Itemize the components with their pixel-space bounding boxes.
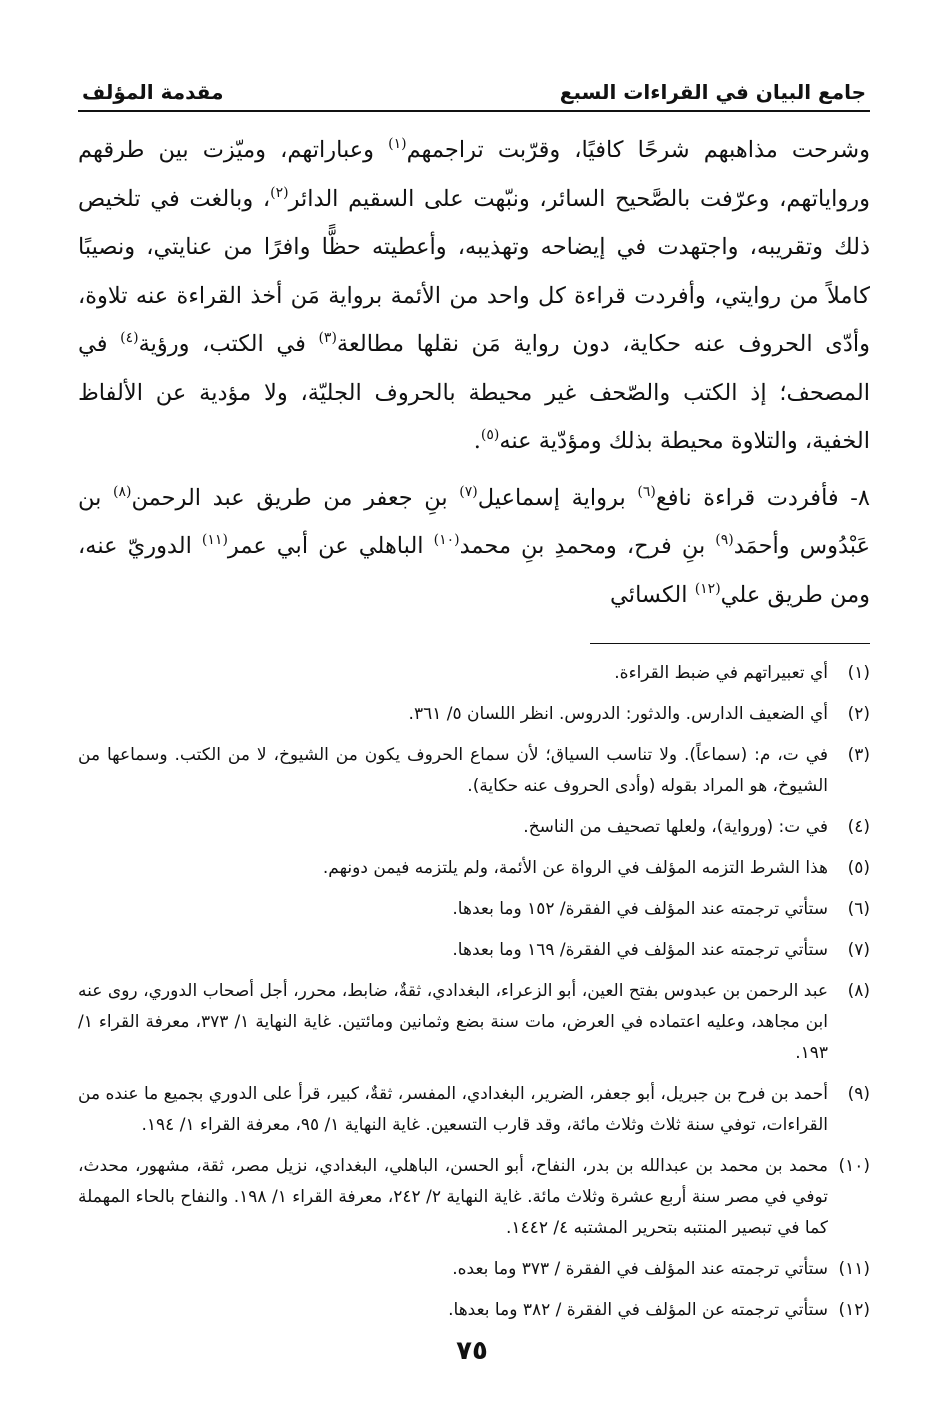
footnote-number: (٧)	[847, 940, 870, 960]
footnote	[78, 935, 870, 966]
text-run: الكسائي	[610, 581, 695, 608]
book-title: جامع البيان في القراءات السبع	[559, 80, 866, 104]
footnote-ref-10: (١٠)	[433, 532, 460, 548]
footnote-ref-3: (٣)	[318, 330, 337, 346]
footnote-ref-11: (١١)	[201, 532, 228, 548]
footnote	[78, 976, 870, 1069]
paragraph-1	[78, 126, 870, 466]
footnote	[78, 658, 870, 689]
footnote-text: هذا الشرط التزمه المؤلف في الرواة عن الأئمة، ولم يلتزمه فيمن دونهم.	[322, 858, 828, 878]
footnote-ref-5: (٥)	[480, 427, 500, 443]
text-run: ٨- فأفردت قراءة نافع	[655, 484, 870, 511]
footnote-separator	[590, 643, 870, 644]
footnote	[78, 853, 870, 884]
footnote-text: أي تعبيراتهم في ضبط القراءة.	[614, 663, 828, 683]
footnote-number: (٥)	[847, 858, 870, 878]
footnote-number: (١٠)	[838, 1156, 870, 1176]
footnote-number: (١)	[847, 663, 870, 683]
footnote	[78, 699, 870, 730]
footnote	[78, 740, 870, 802]
footnote-text: أحمد بن فرح بن جبريل، أبو جعفر، الضرير، البغدادي، المفسر، ثقةٌ، كبير، قرأ على الدوري بجميع ما عنده من القراءات، توفي سنة ثلاث وثلاث مائة، وقد قارب التسعين. غاية النهاية ١/ ٩٥، معرفة القراء ١/ ١٩٤.	[78, 1084, 828, 1135]
footnote	[78, 1295, 870, 1326]
paragraph-2	[78, 474, 870, 620]
section-title: مقدمة المؤلف	[82, 80, 224, 104]
footnote-text: عبد الرحمن بن عبدوس بفتح العين، أبو الزعراء، البغدادي، ثقةٌ، ضابط، محرر، أجل أصحاب الدوري، روى عنه ابن مجاهد، وعليه اعتماده في العرض، مات سنة بضع وثمانين ومائتين. غاية النهاية ١/ ٣٧٣، معرفة القراء ١/ ١٩٣.	[78, 981, 828, 1063]
footnote-number: (٩)	[847, 1084, 870, 1104]
footnote-ref-4: (٤)	[120, 330, 139, 346]
running-header	[78, 70, 870, 112]
footnote-ref-9: (٩)	[715, 532, 734, 548]
book-page	[78, 70, 870, 1336]
footnote-text: محمد بن محمد بن عبدالله بن بدر، النفاح، أبو الحسن، الباهلي، البغدادي، نزيل مصر، ثقة، مشهور، محدث، توفي في مصر سنة أربع عشرة وثلاث مائة. غاية النهاية ٢/ ٢٤٢، معرفة القراء ١/ ١٩٨. والنفاح بالحاء المهملة كما في تبصير المنتبه بتحرير المشتبه ٤/ ١٤٤٢.	[78, 1156, 828, 1238]
footnote-ref-2: (٢)	[270, 184, 289, 201]
footnote-number: (٣)	[847, 745, 870, 765]
main-text	[78, 126, 870, 619]
footnote-text: ستأتي ترجمته عن المؤلف في الفقرة / ٣٨٢ وما بعدها.	[448, 1300, 828, 1320]
text-run: بنِ فرح، ومحمدِ بنِ محمد	[459, 533, 716, 559]
footnote-number: (٤)	[847, 817, 870, 837]
footnote-ref-7: (٧)	[459, 483, 478, 500]
footnote-text: ستأتي ترجمته عند المؤلف في الفقرة/ ١٥٢ وما بعدها.	[452, 899, 828, 919]
text-run: بن عَبْدُوس وأحمَد	[78, 484, 871, 559]
footnote-text: ستأتي ترجمته عند المؤلف في الفقرة/ ١٦٩ وما بعدها.	[452, 940, 828, 960]
footnote-number: (٨)	[847, 981, 870, 1001]
footnote-number: (١١)	[838, 1259, 870, 1279]
footnote-number: (٦)	[847, 899, 870, 919]
footnote	[78, 1079, 870, 1141]
text-run: وعباراتهم، وميّزت بين طرقهم ورواياتهم، وعرّفت بالصَّحيح السائر، ونبّهت على السقيم الدائر	[78, 137, 870, 212]
text-run: الباهلي عن أبي عمر	[227, 533, 434, 559]
text-run: في المصحف؛ إذ الكتب والصّحف غير محيطة بالحروف الجليّة، ولا مؤدية عن الألفاظ الخفية، والتلاوة محيطة بذلك ومؤدّية عنه	[78, 331, 870, 454]
footnote-ref-8: (٨)	[113, 483, 132, 500]
footnote-ref-12: (١٢)	[694, 580, 721, 597]
footnote-text: ستأتي ترجمته عند المؤلف في الفقرة / ٣٧٣ وما بعده.	[452, 1259, 828, 1279]
footnote	[78, 894, 870, 925]
text-run: وشرحت مذاهبهم شرحًا كافيًا، وقرّبت تراجمهم	[406, 137, 871, 163]
footnote	[78, 1151, 870, 1244]
text-run: برواية إسماعيل	[477, 484, 638, 511]
page-number: ٧٥	[456, 1336, 488, 1366]
footnote-text: أي الضعيف الدارس. والدثور: الدروس. انظر اللسان ٥/ ٣٦١.	[408, 704, 828, 724]
text-run: الدوريّ عنه، ومن طريق علي	[78, 533, 870, 608]
text-run: بنِ جعفر من طريق عبد الرحمن	[131, 484, 460, 511]
footnotes	[78, 658, 870, 1326]
footnote-number: (٢)	[847, 704, 870, 724]
footnote	[78, 1254, 870, 1285]
text-run: .	[473, 428, 481, 454]
footnote	[78, 812, 870, 843]
text-run: ، وبالغت في تلخيص ذلك وتقريبه، واجتهدت في إيضاحه وتهذيبه، وأعطيته حظًّا وافرًا من عنايتي، ونصيبًا كاملاً من روايتي، وأفردت قراءة كل واحد من الأئمة برواية مَن أخذ القراءة عنه تلاوة، وأدّى الحروف عنه حكاية، دون رواية مَن نقلها مطالعة	[78, 185, 870, 357]
footnote-number: (١٢)	[838, 1300, 870, 1320]
footnote-ref-6: (٦)	[637, 483, 656, 500]
footnote-text: في ت: (ورواية)، ولعلها تصحيف من الناسخ.	[523, 817, 828, 837]
footnote-text: في ت، م: (سماعاً). ولا تناسب السياق؛ لأن سماع الحروف يكون من الشيوخ، لا من الكتب. وسماعها من الشيوخ، هو المراد بقوله (وأدى الحروف عنه حكاية).	[78, 745, 828, 796]
footnote-ref-1: (١)	[388, 136, 407, 152]
text-run: في الكتب، ورؤية	[138, 331, 319, 357]
